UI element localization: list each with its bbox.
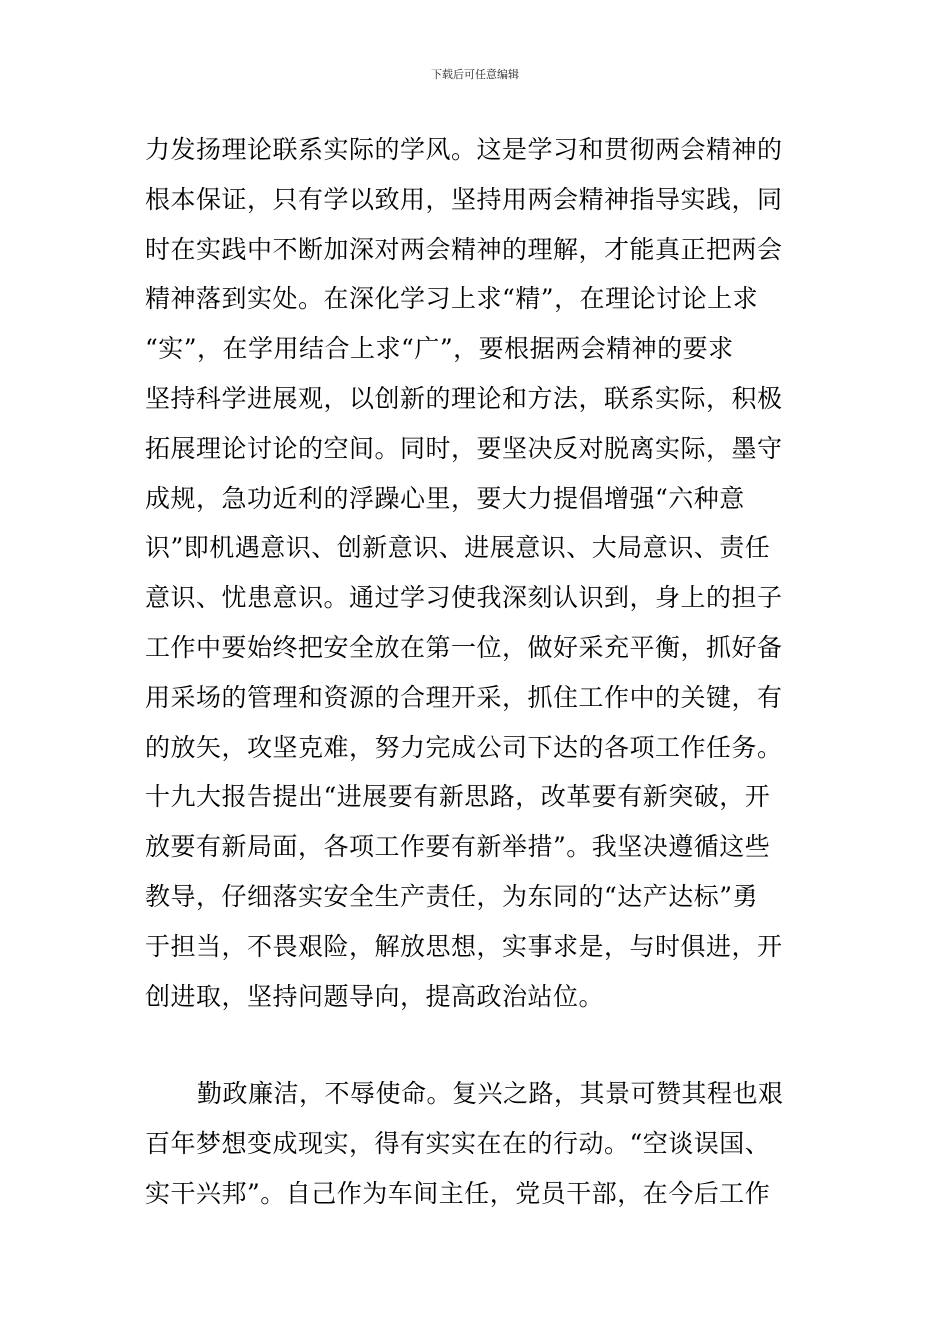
text-line: 用采场的管理和资源的合理开采，抓住工作中的关键，有 bbox=[145, 682, 783, 712]
text-line: 创进取，坚持问题导向，提高政治站位。 bbox=[145, 981, 605, 1011]
text-line: 教导，仔细落实安全生产责任，为东同的“达产达标”勇 bbox=[145, 881, 759, 911]
text-line: 勤政廉洁，不辱使命。复兴之路，其景可赞其程也艰 bbox=[197, 1079, 784, 1108]
text-line: 意识、忧患意识。通过学习使我深刻认识到，身上的担子 bbox=[145, 583, 783, 613]
text-line: 工作中要始终把安全放在第一位，做好采充平衡，抓好备 bbox=[145, 632, 783, 662]
text-line: 十九大报告提出“进展要有新思路，改革要有新突破，开 bbox=[145, 782, 771, 812]
text-line: 百年梦想变成现实，得有实实在在的行动。“空谈误国、 bbox=[145, 1128, 771, 1158]
body-paragraph bbox=[145, 125, 810, 1021]
text-line: 时在实践中不断加深对两会精神的理解，才能真正把两会 bbox=[145, 234, 783, 264]
text-line: 成规，急功近利的浮躁心里，要大力提倡增强“六种意 bbox=[145, 483, 745, 513]
text-line: 拓展理论讨论的空间。同时，要坚决反对脱离实际，墨守 bbox=[145, 433, 783, 463]
text-line: 于担当，不畏艰险，解放思想，实事求是，与时俱进，开 bbox=[145, 931, 783, 961]
text-line: 坚持科学进展观，以创新的理论和方法，联系实际，积极 bbox=[145, 383, 783, 413]
text-line: 识”即机遇意识、创新意识、进展意识、大局意识、责任 bbox=[145, 533, 771, 563]
text-line: 放要有新局面，各项工作要有新举措”。我坚决遵循这些 bbox=[145, 832, 771, 862]
text-line: 精神落到实处。在深化学习上求“精”，在理论讨论上求 bbox=[145, 284, 759, 314]
text-line: 的放矢，攻坚克难，努力完成公司下达的各项工作任务。 bbox=[145, 732, 783, 762]
text-line: 力发扬理论联系实际的学风。这是学习和贯彻两会精神的 bbox=[145, 135, 783, 164]
header-note: 下载后可任意编辑 bbox=[431, 68, 519, 81]
body-paragraph bbox=[145, 1069, 810, 1218]
text-line: 实干兴邦”。自己作为车间主任，党员干部，在今后工作 bbox=[145, 1178, 771, 1208]
text-line: 根本保证，只有学以致用，坚持用两会精神指导实践，同 bbox=[145, 184, 783, 214]
text-line: “实”，在学用结合上求“广”，要根据两会精神的要求 bbox=[145, 334, 734, 364]
